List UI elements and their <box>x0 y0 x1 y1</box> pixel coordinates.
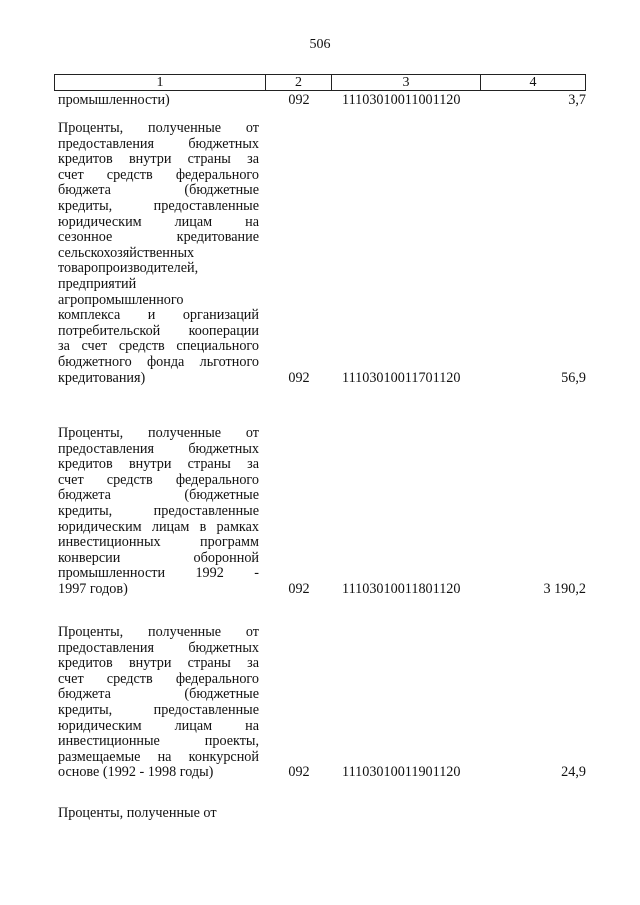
description-line: бюджета (бюджетные <box>58 487 259 504</box>
row-budget-code: 11103010011901120 <box>342 764 461 781</box>
page-number: 506 <box>309 37 331 52</box>
description-line: инвестиционные проекты, <box>58 733 259 750</box>
description-line: конверсии оборонной <box>58 549 259 566</box>
description-line: товаропроизводителей, <box>58 260 199 277</box>
description-line: счет средств федерального <box>58 166 259 183</box>
column-header-2: 2 <box>266 75 332 90</box>
row-admin-code: 092 <box>288 92 310 108</box>
description-line: кредиты, предоставленные <box>58 197 259 214</box>
description-line: кредиты, предоставленные <box>58 701 259 718</box>
description-line: сельскохозяйственных <box>58 244 195 261</box>
row-amount: 3 190,2 <box>543 581 586 597</box>
description-line: Проценты, полученные от <box>58 425 259 441</box>
description-line: бюджетного фонда льготного <box>58 353 259 370</box>
column-header-3: 3 <box>332 75 481 90</box>
row-description <box>58 625 259 781</box>
description-line: юридическим лицам в рамках <box>58 518 259 535</box>
description-line: за счет средств специального <box>58 338 259 355</box>
description-line: потребительской кооперации <box>58 322 259 339</box>
description-line: агропромышленного <box>58 291 184 308</box>
row-amount: 24,9 <box>561 764 586 781</box>
column-header-4: 4 <box>529 75 537 90</box>
row-admin-code: 092 <box>288 581 310 597</box>
description-line: инвестиционных программ <box>58 534 259 551</box>
description-line: Проценты, полученные от <box>58 805 217 821</box>
row-description <box>58 806 259 822</box>
description-line: основе (1992 - 1998 годы) <box>58 764 214 781</box>
row-amount: 56,9 <box>561 369 586 386</box>
description-line: кредиты, предоставленные <box>58 502 259 519</box>
row-admin-code: 092 <box>288 369 310 386</box>
description-line: Проценты, полученные от <box>58 120 259 136</box>
column-header-1: 1 <box>55 75 266 90</box>
row-admin-code: 092 <box>288 764 310 781</box>
row-description <box>58 93 259 109</box>
description-line: бюджета (бюджетные <box>58 686 259 703</box>
row-budget-code: 11103010011001120 <box>342 92 461 108</box>
description-line: промышленности) <box>58 92 170 108</box>
description-line: предоставления бюджетных <box>58 639 259 656</box>
table-header-row <box>54 74 586 91</box>
description-line: счет средств федерального <box>58 670 259 687</box>
description-line: юридическим лицам на <box>58 213 259 230</box>
description-line: кредитов внутри страны за <box>58 456 259 473</box>
description-line: кредитования) <box>58 369 146 386</box>
row-description <box>58 121 259 386</box>
description-line: предоставления бюджетных <box>58 440 259 457</box>
description-line: сезонное кредитование <box>58 229 259 246</box>
description-line: комплекса и организаций <box>58 307 259 324</box>
row-description <box>58 426 259 598</box>
description-line: Проценты, полученные от <box>58 624 259 640</box>
description-line: промышленности 1992 - <box>58 565 259 582</box>
description-line: кредитов внутри страны за <box>58 151 259 168</box>
row-budget-code: 11103010011801120 <box>342 581 461 597</box>
row-budget-code: 11103010011701120 <box>342 369 461 386</box>
description-line: кредитов внутри страны за <box>58 655 259 672</box>
description-line: размещаемые на конкурсной <box>58 748 259 765</box>
description-line: юридическим лицам на <box>58 717 259 734</box>
description-line: счет средств федерального <box>58 471 259 488</box>
description-line: бюджета (бюджетные <box>58 182 259 199</box>
description-line: предприятий <box>58 275 137 292</box>
description-line: предоставления бюджетных <box>58 135 259 152</box>
row-amount: 3,7 <box>568 92 586 108</box>
description-line: 1997 годов) <box>58 580 128 597</box>
